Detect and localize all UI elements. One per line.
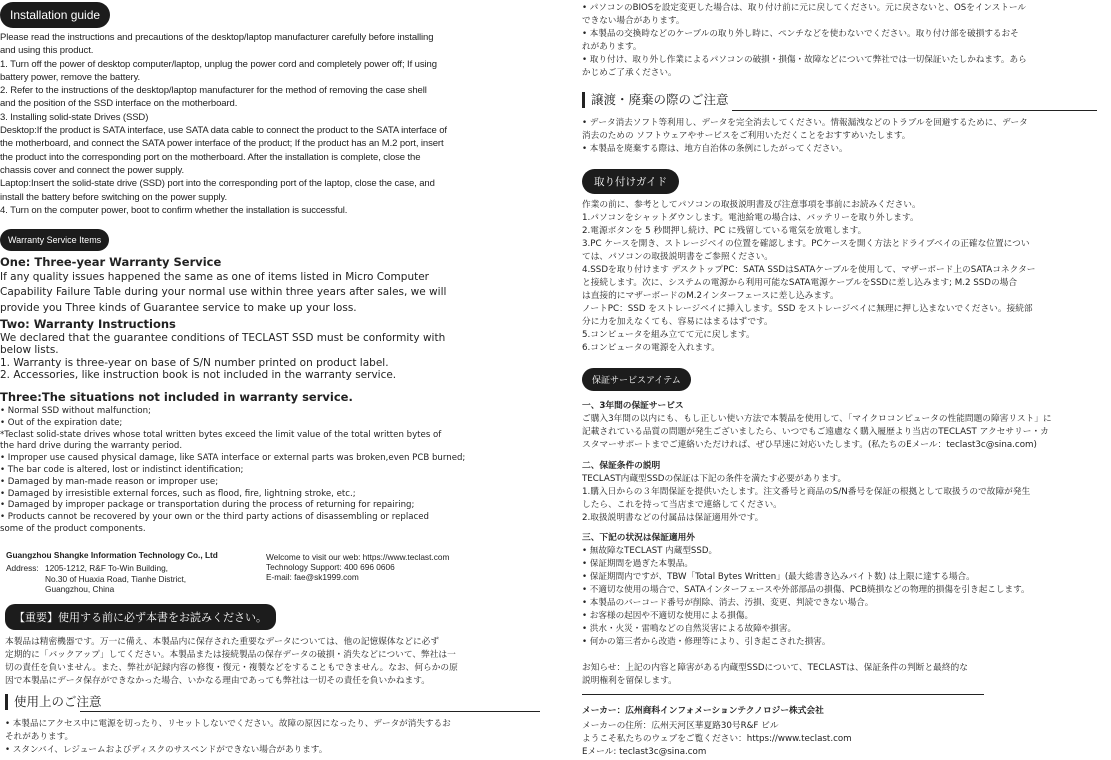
company-name: Guangzhou Shangke Information Technology Co., Ltd	[6, 550, 218, 560]
warranty-exclusions: • Normal SSD without malfunction; • Out of the expiration date; *Teclast solid-state drives whose total written bytes exceed the limit value of the total written bytes of the hard drive during the warranty period. • Improper use caused physical damage, like SATA interface or external parts was broken,even PCB burned; • The bar code is altered, lost or indistinct identification; • Damaged by man-made reason or improper use; • Damaged by irresistible external forces, such as flood, fire, lightning stroke, etc.; • Damaged by improper package or transportation during the process of returning for repairing; • Products cannot be recovered by your own or the third party actions of disassembling or replaced some of the product components.	[0, 406, 466, 534]
installation-guide-title: Installation guide	[0, 2, 110, 28]
usage-jp-items: • 本製品にアクセス中に電源を切ったり、リセットしないでください。故障の原因になったり、データが消失するお それがあります。 • スタンバイ、レジュームおよびディスクのサスペンドができない場合があります。	[5, 719, 451, 755]
disposal-jp-rule	[732, 110, 1097, 111]
warranty-jp-h1: 一、3年間の保証サービス	[582, 401, 684, 411]
company-address-label: Address:	[6, 563, 39, 573]
install-guide-jp-title: 取り付けガイド	[582, 169, 679, 194]
important-jp-body: 本製品は精密機器です。万一に備え、本製品内に保存された重要なデータについては、他の記憶媒体などに必ず 定期的に「バックアップ」してください。本製品または接続製品の保存データの破損・消失などについて、弊社は一 切の責任を負いません。また、弊社が記録内容の修復・復元・複製などをすることもできません。なお、何らかの原 因で本製品にデータ保存ができなかった場合、いかなる理由であっても弊社は一切その責任を負いかねます。	[5, 637, 458, 686]
important-jp-title: 【重要】使用する前に必ず本書をお読みください。	[5, 604, 276, 630]
installation-guide-body: Please read the instructions and precautions of the desktop/laptop manufacturer carefully before installing and using this product. 1. Turn off the power of desktop computer/laptop, unplug the power cord and completely power off; If using battery power, remove the battery. 2. Refer to the instructions of the desktop/laptop manufacturer for the method of removing the case shell and the position of the SSD interface on the motherboard. 3. Installing solid-state Drives (SSD) Desktop:If the product is SATA interface, use SATA data cable to connect the product to the SATA interface of the motherboard, and connect the SATA power interface of the product; If the product has an M.2 port, insert the product into the corresponding port on the motherboard. After the installation is complete, close the chassis cover and connect the power supply. Laptop:Insert the solid-state drive (SSD) port into the corresponding port of the laptop, close the case, and install the battery before switching on the power supply. 4. Turn on the computer power, boot to confirm whether the installation is successful.	[0, 32, 447, 216]
warranty-three-heading: Three:The situations not included in warranty service.	[0, 390, 353, 404]
warranty-one-heading: One: Three-year Warranty Service	[0, 255, 222, 269]
disposal-jp-title-text: 譲渡・廃棄の際のご注意	[591, 92, 729, 107]
company-web: Welcome to visit our web: https://www.teclast.com	[266, 552, 450, 562]
precautions-jp-items: • パソコンのBIOSを設定変更した場合は、取り付け前に元に戻してください。元に戻さないと、OSをインストール できない場合があります。 • 本製品の交換時などのケーブルの取り外し時に、ペンチなどを使わないでください。取り付け部を破損するおそ れがあります。 • 取り付け、取り外し作業によるパソコンの破損・損傷・故障などについて弊社では一切保証いたしかねます。あら かじめご了承ください。	[582, 3, 1027, 78]
disposal-jp-title	[582, 92, 1096, 108]
warranty-two-body: We declared that the guarantee conditions of TECLAST SSD must be conformity with below lists. 1. Warranty is three-year on base of S/N number printed on product label. 2. Accessories, like instruction book is not included in the warranty service.	[0, 332, 446, 382]
warranty-jp-h3: 三、下記の状況は保証適用外	[582, 533, 695, 543]
disposal-jp-items: • データ消去ソフト等利用し、データを完全消去してください。情報漏洩などのトラブルを回避するために、データ 消去のための ソフトウェアやサービスをご利用いただくことをおすすめいたします。 • 本製品を廃棄する際は、地方自治体の条例にしたがってください。	[582, 118, 1028, 154]
warranty-one-body: If any quality issues happened the same as one of items listed in Micro Computer Capability Failure Table during your normal use within three years after sales, we will provide you Three kinds of Guarantee service to make up your loss.	[0, 271, 447, 314]
warranty-two-heading: Two: Warranty Instructions	[0, 317, 176, 331]
usage-jp-title	[5, 694, 534, 710]
usage-jp-title-text: 使用上のご注意	[14, 694, 102, 709]
maker-jp-body: メーカーの住所：広州天河区華夏路30号R&F ビル ようこそ私たちのウェブをご覧ください：https://www.teclast.com Eメール: teclast3c@sina.com	[582, 721, 852, 757]
company-email: E-mail: fae@sk1999.com	[266, 572, 359, 582]
warranty-jp-b2: TECLAST内蔵型SSDの保証は下記の条件を満たす必要があります。 1.購入日からの３年間保証を提供いたします。注文番号と商品のS/N番号を保証の根拠として取扱うので故障が発生 したら、これを持って当店まで連絡してください。 2.取扱説明書などの付属品は保証適用外です。	[582, 474, 1031, 523]
warranty-jp-h2: 二、保証条件の説明	[582, 461, 661, 471]
warranty-jp-b3: • 無故障なTECLAST 内蔵型SSD。 • 保証期間を過ぎた本製品。 • 保証期間内ですが、TBW「Total Bytes Written」(最大総書き込みバイト数) は上限に達する場合。 • 不適切な使用の場合で、SATAインターフェースや外部部品の損傷、PCB焼損などの物理的損傷を引き起こします。 • 本製品のバーコード番号が削除、消去、汚損、変更、判読できない場合。 • お客様の起因や不適切な使用による損傷。 • 洪水・火災・雷鳴などの自然災害による故障や損害。 • 何かの第三者から改造・修理等により、引き起こされた損害。	[582, 546, 1030, 647]
warranty-jp-b1: ご購入3年間の以内にも、もし正しい使い方法で本製品を使用して、「マイクロコンピュータの性能問題の障害リスト」に 記載されている品質の問題が発生ございましたら、いつでもご遠慮なく購入履歴より当店のTECLAST アクセサリー・カ スタマーサポートまでご連絡いただければ、ぜひ早速に対応いたします。(私たちのEメール：teclast3c@sina.com)	[582, 414, 1052, 450]
maker-jp-title: メーカー：広州商科インフォメーションテクノロジー株式会社	[582, 706, 824, 716]
usage-jp-rule	[80, 711, 540, 712]
maker-jp-rule	[582, 694, 984, 695]
company-address: 1205-1212, R&F To-Win Building, No.30 of Huaxia Road, Tianhe District, Guangzhou, China	[45, 563, 187, 594]
company-support: Technology Support: 400 696 0606	[266, 562, 395, 572]
warranty-service-title: Warranty Service Items	[0, 229, 109, 251]
warranty-jp-notice: お知らせ：上記の内容と障害がある内蔵型SSDについて、TECLASTは、保証条件の判断と最終的な 説明権利を留保します。	[582, 663, 968, 686]
install-guide-jp-body: 作業の前に、参考としてパソコンの取扱説明書及び注意事項を事前にお読みください。 1.パソコンをシャットダウンします。電池給電の場合は、バッテリーを取り外します。 2.電源ボタンを 5 秒間押し続け、PC に残留している電気を放電します。 3.PC ケースを開き、ストレージベイの位置を確認します。PCケースを開く方法とドライブベイの正確な位置につい ては、パソコンの取扱説明書をご参照ください。 4.SSDを取り付けます デスクトップPC：SATA SSDはSATAケーブルを使用して、マザーボード上のSATAコネクター と接続します。次に、システムの電源から利用可能なSATA電源ケーブルをSSDに差し込みます; M.2 SSDの場合 は直接的にマザーボードのM.2インターフェースに差し込みます。 ノートPC：SSD をストレージベイに挿入します。SSD をストレージベイに無理に押し込まないでください。接続部 分に力を加えなくても、容易にはまるはずです。 5.コンピュータを組み立てて元に戻します。 6.コンピュータの電源を入れます。	[582, 200, 1036, 353]
warranty-jp-title: 保証サービスアイテム	[582, 368, 691, 391]
